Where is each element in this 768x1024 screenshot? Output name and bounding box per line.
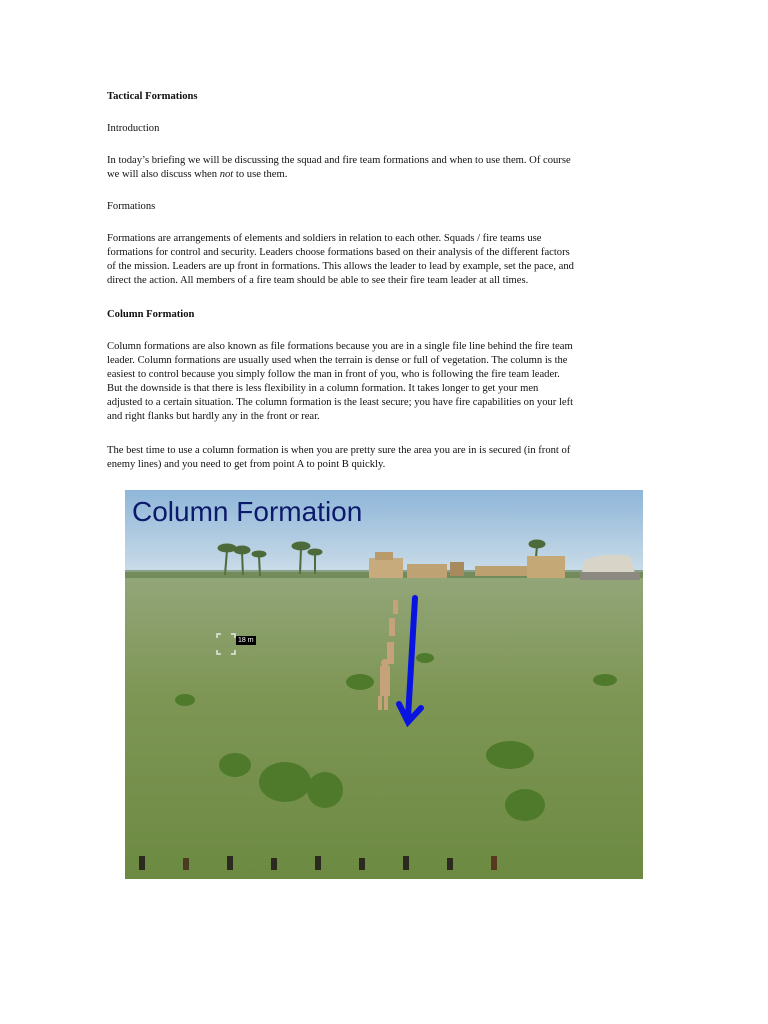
formations-line: formations for control and security. Leaders choose formations based on their analysis of the different factors	[107, 247, 570, 258]
document-title: Tactical Formations	[107, 91, 198, 102]
introduction-paragraph	[107, 154, 667, 182]
intro-line-2-post: to use them.	[233, 169, 288, 180]
column-line: and right flanks but hardly any in the front or rear.	[107, 411, 320, 422]
range-readout: 18 m	[238, 637, 254, 644]
column-formation-paragraph	[107, 340, 667, 424]
grass-field	[125, 572, 643, 879]
formations-line: Formations are arrangements of elements and soldiers in relation to each other. Squads / fire teams use	[107, 233, 542, 244]
best-time-paragraph	[107, 444, 667, 472]
intro-line-2	[107, 168, 667, 182]
intro-line-2-pre: we will also discuss when	[107, 169, 220, 180]
column-line: adjusted to a certain situation. The column formation is the least secure; you have fire capabilities on your left	[107, 397, 574, 408]
best-time-line: The best time to use a column formation is when you are pretty sure the area you are in is secured (in front of	[107, 445, 571, 456]
formations-paragraph	[107, 232, 667, 288]
formations-line: of the mission. Leaders are up front in formations. This allows the leader to lead by example, set the pace, and	[107, 261, 574, 272]
intro-emphasis: not	[219, 169, 234, 180]
column-line: easiest to control because you simply follow the man in front of you, who is following the fire team leader.	[107, 369, 560, 380]
column-line: But the downside is that there is less flexibility in a column formation. It takes longer to get your men	[107, 383, 539, 394]
column-formation-heading: Column Formation	[107, 309, 195, 320]
column-formation-screenshot	[125, 490, 643, 879]
introduction-heading: Introduction	[107, 123, 160, 134]
column-line: leader. Column formations are usually used when the terrain is dense or full of vegetation. The column is the	[107, 355, 568, 366]
intro-line-1: In today’s briefing we will be discussing the squad and fire team formations and when to use them. Of course	[107, 155, 571, 166]
formations-heading: Formations	[107, 201, 156, 212]
column-line: Column formations are also known as file formations because you are in a single file line behind the fire team	[107, 341, 573, 352]
screenshot-title: Column Formation	[132, 496, 363, 527]
best-time-line: enemy lines) and you need to get from point A to point B quickly.	[107, 459, 386, 470]
formations-line: direct the action. All members of a fire team should be able to see their fire team leader at all times.	[107, 275, 529, 286]
screenshot-scene	[125, 490, 643, 879]
